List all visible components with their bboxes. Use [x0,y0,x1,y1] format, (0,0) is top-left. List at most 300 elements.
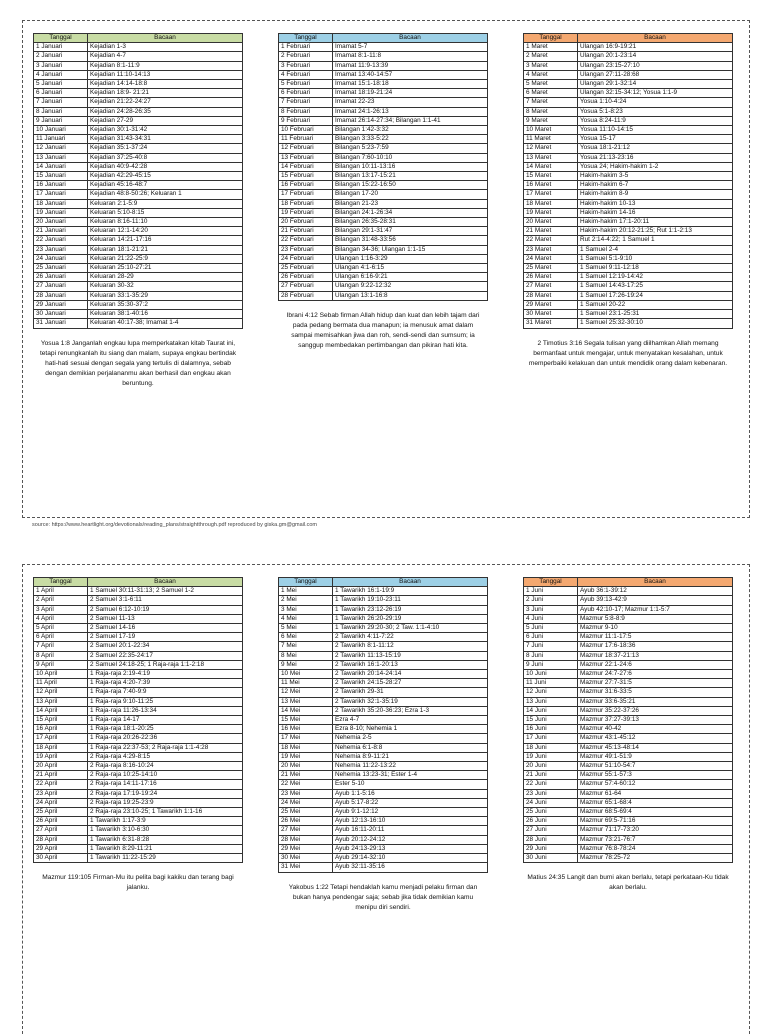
date-cell: 14 Januari [34,162,88,171]
reading-cell: Keluaran 12:1-14:20 [88,227,243,236]
date-cell: 18 Januari [34,199,88,208]
table-row [279,642,488,651]
date-cell: 6 Juni [524,633,578,642]
date-cell: 4 Juni [524,614,578,623]
date-cell: 27 Februari [279,282,333,291]
table-row [524,734,733,743]
header-bacaan: Bacaan [88,578,243,587]
table-row [524,273,733,282]
table-row [524,688,733,697]
table-row [524,670,733,679]
reading-cell: Mazmur 11:1-17:5 [578,633,733,642]
date-cell: 17 Maret [524,190,578,199]
reading-cell: Bilangan 7:60-10:10 [333,153,488,162]
table-row [279,808,488,817]
verse-quote: Yakobus 1:22 Tetapi hendaklah kamu menjadi pelaku firman dan bukan hanya pendengar saja; sebab jika tidak demikian kamu menipu diri sendiri. [288,883,478,911]
date-cell: 2 Januari [34,52,88,61]
header-bacaan: Bacaan [333,578,488,587]
date-cell: 23 Juni [524,789,578,798]
reading-cell: Yosua 15-17 [578,135,733,144]
date-cell: 2 April [34,596,88,605]
table-row [524,660,733,669]
date-cell: 16 April [34,725,88,734]
date-cell: 19 Januari [34,208,88,217]
date-cell: 19 Maret [524,208,578,217]
month-block-april [33,577,243,893]
table-row [524,89,733,98]
date-cell: 21 Januari [34,227,88,236]
date-cell: 1 Juni [524,587,578,596]
date-cell: 3 Januari [34,61,88,70]
reading-cell: Keluaran 30-32 [88,282,243,291]
reading-cell: Keluaran 38:1-40:16 [88,310,243,319]
date-cell: 28 Juni [524,835,578,844]
reading-cell: Bilangan 29:1-31:47 [333,227,488,236]
date-cell: 12 April [34,688,88,697]
table-row [279,61,488,70]
date-cell: 4 Februari [279,70,333,79]
reading-cell: Kejadian 4-7 [88,52,243,61]
reading-cell: 1 Tawarikh 3:10-6:30 [88,826,243,835]
date-cell: 13 Maret [524,153,578,162]
date-cell: 4 Mei [279,614,333,623]
reading-cell: Kejadian 48:8-50:26; Keluaran 1 [88,190,243,199]
table-row [524,227,733,236]
reading-cell: Mazmur 27:7-31:5 [578,679,733,688]
table-row [279,789,488,798]
reading-cell: Nehemia 2-5 [333,734,488,743]
reading-cell: 1 Tawarikh 29:20-30; 2 Taw. 1:1-4:10 [333,624,488,633]
table-row [524,826,733,835]
table-row [524,310,733,319]
date-cell: 5 Juni [524,624,578,633]
date-cell: 22 Juni [524,780,578,789]
table-row [524,199,733,208]
table-row [34,826,243,835]
header-bacaan: Bacaan [88,34,243,43]
date-cell: 16 Januari [34,181,88,190]
reading-cell: Mazmur 24:7-27:6 [578,670,733,679]
table-row [524,70,733,79]
verse-quote: Matius 24:35 Langit dan bumi akan berlalu, tetapi perkataan-Ku tidak akan berlalu. [527,874,729,892]
table-row [524,236,733,245]
date-cell: 28 Mei [279,835,333,844]
reading-cell: Mazmur 9-10 [578,624,733,633]
date-cell: 29 Maret [524,300,578,309]
date-cell: 31 Januari [34,319,88,328]
table-row [279,798,488,807]
table-row [34,679,243,688]
table-row [279,236,488,245]
verse-quote: Ibrani 4:12 Sebab firman Allah hidup dan kuat dan lebih tajam dari pada pedang bermata dua manapun; ia menusuk amat dalam sampai memisahkan jiwa dan roh, sendi-sendi dan sumsum; ia sanggup membedakan pertimbangan dan pikiran hati kita. [286,311,480,349]
table-row [34,80,243,89]
reading-table-january [33,33,243,329]
date-cell: 19 Juni [524,752,578,761]
table-row [34,319,243,328]
reading-cell: 1 Raja-raja 14-17 [88,716,243,725]
table-row [34,236,243,245]
date-cell: 28 April [34,835,88,844]
table-row [524,752,733,761]
table-row [279,624,488,633]
table-row [524,706,733,715]
table-row [34,70,243,79]
date-cell: 16 Februari [279,181,333,190]
reading-cell: 1 Samuel 25:32-30:10 [578,319,733,328]
reading-cell: 1 Tawarikh 6:31-8:28 [88,835,243,844]
table-row [524,162,733,171]
reading-cell: 2 Tawarikh 4:11-7:22 [333,633,488,642]
reading-cell: Kejadian 45:16-48:7 [88,181,243,190]
header-tanggal: Tanggal [524,578,578,587]
reading-cell: Mazmur 22:1-24:6 [578,660,733,669]
table-row [524,624,733,633]
reading-cell: Nehemia 8:9-11:21 [333,752,488,761]
date-cell: 19 Februari [279,208,333,217]
reading-cell: Bilangan 34-36; Ulangan 1:1-15 [333,245,488,254]
table-row [279,660,488,669]
date-cell: 5 Januari [34,80,88,89]
date-cell: 17 Februari [279,190,333,199]
date-cell: 10 Mei [279,670,333,679]
month-block-march [523,33,733,369]
table-row [279,725,488,734]
table-row [524,808,733,817]
date-cell: 15 Juni [524,716,578,725]
table-row [279,52,488,61]
table-row [524,135,733,144]
date-cell: 1 Maret [524,43,578,52]
reading-cell: Nehemia 6:1-8:8 [333,743,488,752]
table-row [34,273,243,282]
table-row [34,716,243,725]
table-row [34,697,243,706]
date-cell: 23 Maret [524,245,578,254]
date-cell: 3 Februari [279,61,333,70]
table-row [524,780,733,789]
month-block-june [523,577,733,893]
table-row [34,208,243,217]
date-cell: 22 Februari [279,236,333,245]
reading-cell: Kejadian 37:25-40:8 [88,153,243,162]
date-cell: 3 Juni [524,605,578,614]
reading-cell: Bilangan 26:35-28:31 [333,218,488,227]
reading-cell: Hakim-hakim 8-9 [578,190,733,199]
date-cell: 2 Maret [524,52,578,61]
date-cell: 23 Mei [279,789,333,798]
reading-cell: 1 Tawarikh 26:20-29:19 [333,614,488,623]
table-row [279,596,488,605]
reading-cell: Yosua 8:24-11:9 [578,116,733,125]
reading-cell: 1 Samuel 23:1-25:31 [578,310,733,319]
reading-cell: Kejadian 21:22-24:27 [88,98,243,107]
reading-cell: Ezra 4-7 [333,716,488,725]
date-cell: 10 Juni [524,670,578,679]
table-row [524,319,733,328]
date-cell: 30 Juni [524,854,578,863]
reading-cell: Imamat 13:40-14:57 [333,70,488,79]
reading-cell: Mazmur 17:6-18:36 [578,642,733,651]
reading-cell: Hakim-hakim 6-7 [578,181,733,190]
table-row [279,697,488,706]
date-cell: 19 April [34,752,88,761]
table-row [34,172,243,181]
table-row [34,808,243,817]
table-row [279,752,488,761]
date-cell: 16 Juni [524,725,578,734]
reading-cell: Yosua 21:13-23:16 [578,153,733,162]
reading-cell: Kejadian 14:14-18:8 [88,80,243,89]
table-row [279,633,488,642]
table-row [524,716,733,725]
table-row [279,651,488,660]
date-cell: 20 Februari [279,218,333,227]
table-row [34,670,243,679]
reading-cell: Imamat 24:1-26:13 [333,107,488,116]
date-cell: 23 April [34,789,88,798]
date-cell: 13 Januari [34,153,88,162]
reading-cell: Mazmur 45:13-48:14 [578,743,733,752]
table-row [524,264,733,273]
table-row [524,218,733,227]
date-cell: 9 Januari [34,116,88,125]
reading-cell: Ayub 36:1-39:12 [578,587,733,596]
date-cell: 9 Juni [524,660,578,669]
reading-cell: Ulangan 1:16-3:29 [333,254,488,263]
date-cell: 27 April [34,826,88,835]
table-row [524,614,733,623]
reading-cell: 1 Samuel 30:11-31:13; 2 Samuel 1-2 [88,587,243,596]
reading-cell: Keluaran 21:22-25:9 [88,254,243,263]
reading-cell: 1 Samuel 5:1-9:10 [578,254,733,263]
date-cell: 5 Februari [279,80,333,89]
date-cell: 27 Maret [524,282,578,291]
table-row [524,144,733,153]
reading-cell: Nehemia 11:22-13:22 [333,762,488,771]
reading-cell: Imamat 11:9-13:39 [333,61,488,70]
date-cell: 1 Januari [34,43,88,52]
date-cell: 26 April [34,817,88,826]
table-row [524,291,733,300]
reading-cell: Ayub 42:10-17; Mazmur 1:1-5:7 [578,605,733,614]
reading-cell: Ulangan 32:15-34:12; Yosua 1:1-9 [578,89,733,98]
date-cell: 25 Juni [524,808,578,817]
table-row [34,310,243,319]
reading-table-june [523,577,733,863]
table-row [34,190,243,199]
table-row [524,605,733,614]
date-cell: 17 Mei [279,734,333,743]
reading-cell: Bilangan 31:48-33:56 [333,236,488,245]
reading-cell: 1 Samuel 9:11-12:18 [578,264,733,273]
date-cell: 8 Maret [524,107,578,116]
date-cell: 26 Februari [279,273,333,282]
date-cell: 20 Juni [524,762,578,771]
table-row [279,679,488,688]
reading-cell: 1 Tawarikh 11:22-15:29 [88,854,243,863]
table-row [524,633,733,642]
date-cell: 26 Januari [34,273,88,282]
date-cell: 25 Februari [279,264,333,273]
date-cell: 10 Februari [279,126,333,135]
reading-cell: Ayub 32:11-35:16 [333,863,488,872]
reading-cell: Bilangan 1:42-3:32 [333,126,488,135]
header-bacaan: Bacaan [333,34,488,43]
header-tanggal: Tanggal [34,578,88,587]
date-cell: 8 Mei [279,651,333,660]
table-row [279,199,488,208]
date-cell: 6 Februari [279,89,333,98]
date-cell: 20 Januari [34,218,88,227]
table-row [524,587,733,596]
month-block-may [278,577,488,913]
table-row [279,116,488,125]
date-cell: 9 Mei [279,660,333,669]
table-row [279,688,488,697]
table-row [524,107,733,116]
reading-cell: Mazmur 31:6-33:5 [578,688,733,697]
reading-cell: 2 Raja-raja 23:10-25; 1 Tawarikh 1:1-16 [88,808,243,817]
date-cell: 11 Maret [524,135,578,144]
date-cell: 28 Maret [524,291,578,300]
reading-cell: Kejadian 24:28-26:35 [88,107,243,116]
reading-cell: Ulangan 16:9-19:21 [578,43,733,52]
reading-cell: 2 Tawarikh 8:1-11:12 [333,642,488,651]
reading-cell: Kejadian 1-3 [88,43,243,52]
reading-cell: Kejadian 11:10-14:13 [88,70,243,79]
reading-cell: Bilangan 13:17-15:21 [333,172,488,181]
header-tanggal: Tanggal [279,34,333,43]
table-row [34,254,243,263]
reading-cell: 1 Tawarikh 1:17-3:9 [88,817,243,826]
reading-cell: Keluaran 2:1-5:9 [88,199,243,208]
table-row [524,254,733,263]
table-row [34,771,243,780]
reading-cell: Mazmur 40-42 [578,725,733,734]
reading-cell: 1 Tawarikh 16:1-19:9 [333,587,488,596]
date-cell: 12 Januari [34,144,88,153]
reading-cell: Imamat 18:19-21:24 [333,89,488,98]
reading-cell: Ayub 9:1-12:12 [333,808,488,817]
table-row [524,762,733,771]
reading-cell: 1 Raja-raja 18:1-20:25 [88,725,243,734]
table-row [279,743,488,752]
table-row [524,854,733,863]
date-cell: 5 Maret [524,80,578,89]
date-cell: 7 Januari [34,98,88,107]
table-row [524,743,733,752]
table-row [34,642,243,651]
date-cell: 14 April [34,706,88,715]
reading-cell: Bilangan 17-20 [333,190,488,199]
date-cell: 18 Februari [279,199,333,208]
date-cell: 31 Mei [279,863,333,872]
date-cell: 13 Februari [279,153,333,162]
table-row [34,181,243,190]
table-row [34,835,243,844]
date-cell: 27 Juni [524,826,578,835]
reading-cell: Ester 5-10 [333,780,488,789]
table-row [34,734,243,743]
reading-cell: Mazmur 73:21-76:7 [578,835,733,844]
reading-cell: 2 Tawarikh 24:15-28:27 [333,679,488,688]
table-row [34,651,243,660]
table-row [34,135,243,144]
reading-cell: 2 Raja-raja 17:19-19:24 [88,789,243,798]
date-cell: 25 April [34,808,88,817]
reading-cell: Ayub 29:14-32:10 [333,854,488,863]
reading-cell: 1 Raja-raja 20:26-22:36 [88,734,243,743]
date-cell: 22 Mei [279,780,333,789]
date-cell: 24 Februari [279,254,333,263]
table-row [524,817,733,826]
table-row [34,291,243,300]
table-row [34,52,243,61]
reading-cell: 1 Samuel 20-22 [578,300,733,309]
reading-cell: Mazmur 68:5-69:4 [578,808,733,817]
date-cell: 26 Juni [524,817,578,826]
table-row [279,605,488,614]
date-cell: 16 Mei [279,725,333,734]
date-cell: 24 Juni [524,798,578,807]
table-row [279,98,488,107]
date-cell: 10 Maret [524,126,578,135]
reading-cell: 2 Samuel 14-16 [88,624,243,633]
reading-cell: Mazmur 55:1-57:3 [578,771,733,780]
date-cell: 21 Juni [524,771,578,780]
reading-cell: Keluaran 40:17-38; Imamat 1-4 [88,319,243,328]
reading-cell: Ulangan 27:11-28:68 [578,70,733,79]
reading-cell: 2 Raja-raja 10:25-14:10 [88,771,243,780]
date-cell: 16 Maret [524,181,578,190]
date-cell: 2 Juni [524,596,578,605]
table-row [34,264,243,273]
table-row [524,116,733,125]
reading-cell: Bilangan 15:22-16:50 [333,181,488,190]
reading-cell: 1 Samuel 14:43-17:25 [578,282,733,291]
table-row [279,835,488,844]
reading-cell: Keluaran 14:21-17:16 [88,236,243,245]
date-cell: 20 April [34,762,88,771]
date-cell: 21 Maret [524,227,578,236]
reading-cell: Kejadian 40:9-42:28 [88,162,243,171]
date-cell: 7 Februari [279,98,333,107]
table-row [34,126,243,135]
date-cell: 27 Mei [279,826,333,835]
table-row [524,844,733,853]
reading-plan-sheet-jan-mar [22,20,750,518]
table-row [279,43,488,52]
reading-cell: 2 Tawarikh 20:14-24:14 [333,670,488,679]
date-cell: 3 Mei [279,605,333,614]
date-cell: 9 Februari [279,116,333,125]
table-row [34,587,243,596]
date-cell: 29 Juni [524,844,578,853]
table-row [34,817,243,826]
reading-cell: Mazmur 43:1-45:12 [578,734,733,743]
reading-cell: Kejadian 42:29-45:15 [88,172,243,181]
date-cell: 11 April [34,679,88,688]
table-row [524,596,733,605]
date-cell: 26 Mei [279,817,333,826]
reading-cell: Mazmur 49:1-51:9 [578,752,733,761]
verse-quote: Yosua 1:8 Janganlah engkau lupa memperkatakan kitab Taurat ini, tetapi renungkanlah itu siang dan malam, supaya engkau bertindak hati-hati sesuai dengan segala yang tertulis di dalamnya, sebab dengan demikian perjalananmu akan berhasil dan engkau akan beruntung. [39,339,237,387]
table-row [34,844,243,853]
date-cell: 2 Februari [279,52,333,61]
reading-cell: Mazmur 65:1-68:4 [578,798,733,807]
table-row [524,181,733,190]
reading-cell: Mazmur 71:17-73:20 [578,826,733,835]
